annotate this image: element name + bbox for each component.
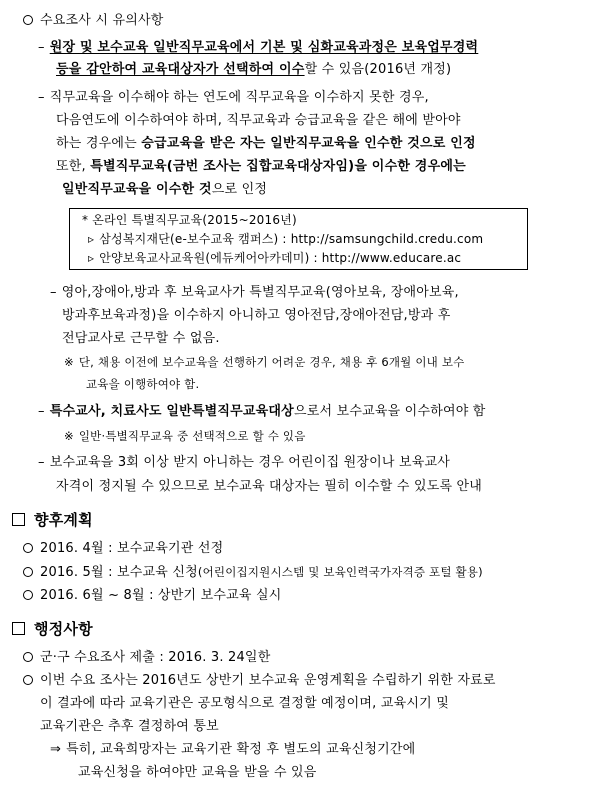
- note-hiring: ※ 단, 채용 이전에 보수교육을 선행하기 어려운 경우, 채용 후 6개월 이내 보수: [64, 355, 465, 369]
- item-suspension-line2: 자격이 정지될 수 있으므로 보수교육 대상자는 필히 이수할 수 있도록 안내: [56, 479, 483, 494]
- admin-item-survey-line5: 교육신청을 하여야만 교육을 받을 수 있음: [78, 765, 317, 780]
- double-arrow-icon: ⇒: [50, 742, 62, 757]
- section-title-admin: 행정사항: [12, 621, 93, 638]
- circle-bullet-icon: [23, 543, 33, 553]
- item-job-training-line2: 다음연도에 이수하여야 하며, 직무교육과 승급교육을 같은 해에 받아야: [56, 113, 461, 128]
- item-course-selection-cont: 등을 감안하여 교육대상자가 선택하여 이수할 수 있음(2016년 개정): [56, 62, 452, 77]
- online-training-link-educare: ▹ 안양보육교사교육원(에듀케어아카데미) : http://www.educare.ac: [88, 251, 462, 265]
- triangle-arrow-icon: ▹: [88, 232, 95, 246]
- item-job-training-line3: 하는 경우에는 승급교육을 받은 자는 일반직무교육을 인수한 것으로 인정: [56, 136, 476, 151]
- admin-item-deadline: 군·구 수요조사 제출 : 2016. 3. 24일한: [23, 649, 270, 666]
- plan-item: 2016. 4월 : 보수교육기관 선정: [23, 540, 223, 557]
- plan-item: 2016. 5월 : 보수교육 신청(어린이집지원시스템 및 보육인력국가자격증 포털 활용): [23, 564, 483, 581]
- item-job-training-line5: 일반직무교육을 이수한 것으로 인정: [62, 182, 268, 197]
- item-special-teachers: – 영아,장애아,방과 후 보육교사가 특별직무교육(영아보육, 장애아보육,: [50, 285, 459, 300]
- circle-bullet-icon: [23, 652, 33, 662]
- plan-item: 2016. 6월 ~ 8월 : 상반기 보수교육 실시: [23, 587, 282, 604]
- note-hiring-cont: 교육을 이행하여야 함.: [86, 377, 200, 391]
- item-suspension: – 보수교육을 3회 이상 받지 아니하는 경우 어린이집 원장이나 보육교사: [38, 455, 451, 470]
- section-title-plan: 향후계획: [12, 512, 93, 529]
- circle-bullet-icon: [23, 590, 33, 600]
- circle-bullet-icon: [23, 675, 33, 685]
- circle-bullet-icon: [23, 15, 33, 25]
- circle-bullet-icon: [23, 567, 33, 577]
- admin-item-survey: 이번 수요 조사는 2016년도 상반기 보수교육 운영계획을 수립하기 위한 자료로: [23, 672, 496, 689]
- admin-item-survey-line3: 교육기관은 추후 결정하여 통보: [40, 719, 219, 734]
- admin-item-survey-line2: 이 결과에 따라 교육기관은 공모형식으로 결정할 예정이며, 교육시기 및: [40, 696, 449, 711]
- item-special-teachers-line3: 전담교사로 근무할 수 없음.: [62, 331, 220, 346]
- item-special-teachers-line2: 방과후보육과정)을 이수하지 아니하고 영아전담,장애아전담,방과 후: [62, 308, 451, 323]
- item-job-training-line4: 또한, 특별직무교육(금번 조사는 집합교육대상자임)을 이수한 경우에는: [56, 159, 466, 174]
- triangle-arrow-icon: ▹: [88, 251, 95, 265]
- admin-item-survey-line4: ⇒ 특히, 교육희망자는 교육기관 확정 후 별도의 교육신청기간에: [50, 742, 416, 757]
- square-bullet-icon: [12, 513, 25, 526]
- section-title-precautions: 수요조사 시 유의사항: [23, 12, 164, 29]
- item-course-selection: – 원장 및 보수교육 일반직무교육에서 기본 및 심화교육과정은 보육업무경력: [38, 40, 479, 55]
- online-training-title: * 온라인 특별직무교육(2015~2016년): [82, 213, 297, 227]
- item-job-training: – 직무교육을 이수해야 하는 연도에 직무교육을 이수하지 못한 경우,: [38, 90, 429, 105]
- square-bullet-icon: [12, 622, 25, 635]
- online-training-link-samsung: ▹ 삼성복지재단(e-보수교육 캠퍼스) : http://samsungchild.credu.com: [88, 232, 484, 246]
- item-therapists: – 특수교사, 치료사도 일반특별직무교육대상으로서 보수교육을 이수하여야 함: [38, 404, 486, 419]
- note-optional: ※ 일반·특별직무교육 중 선택적으로 할 수 있음: [64, 429, 306, 443]
